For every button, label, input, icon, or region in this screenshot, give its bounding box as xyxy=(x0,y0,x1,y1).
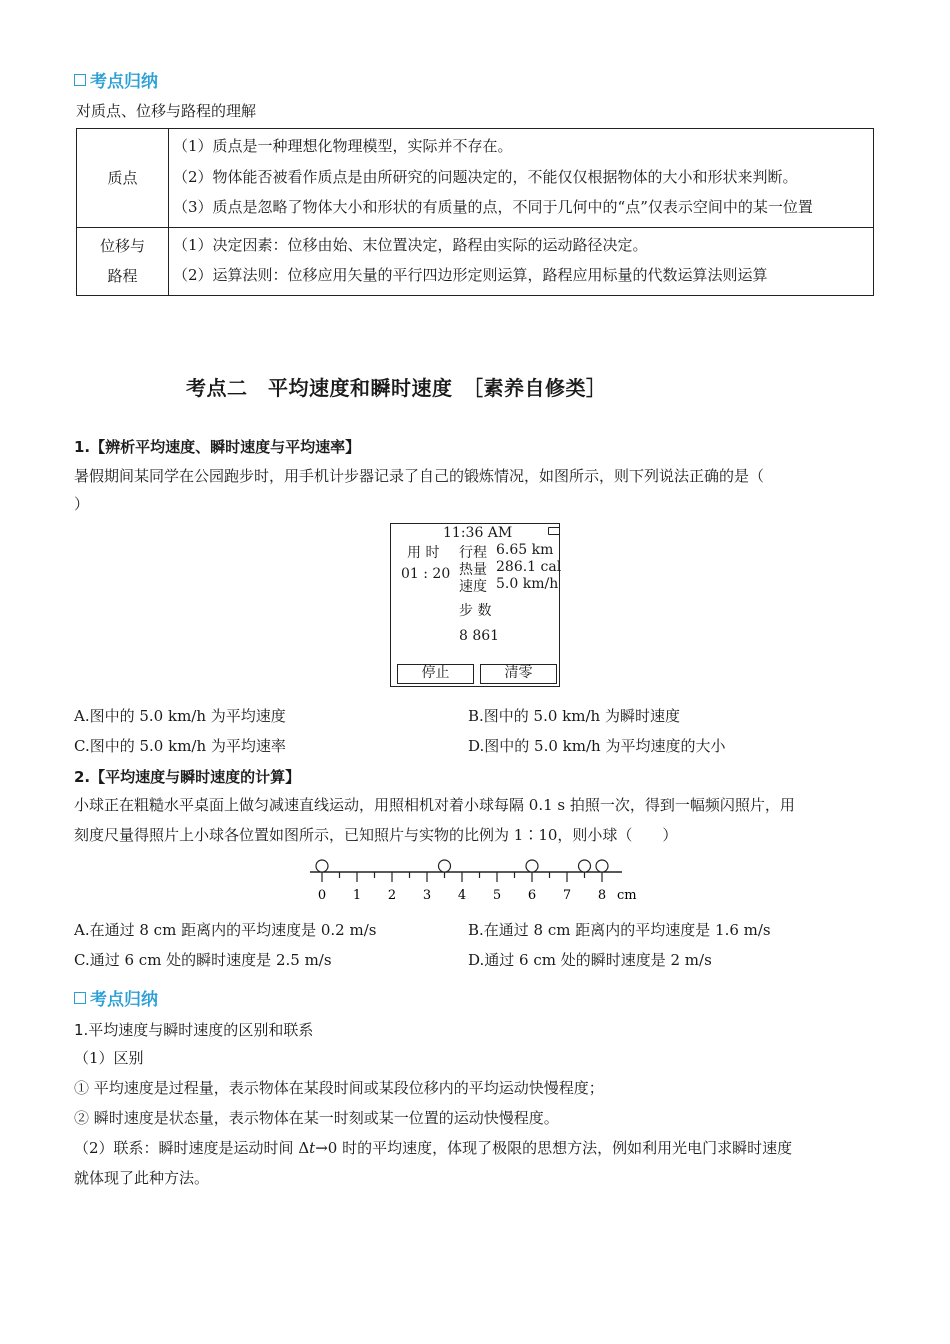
section-heading-1 xyxy=(74,67,158,92)
q2-stem-line1: 小球正在粗糙水平桌面上做匀减速直线运动，用照相机对着小球每隔 0.1 s 拍照一次，得到一幅频闪照片，用 xyxy=(74,796,795,814)
ruler-figure xyxy=(300,852,650,908)
row-content-particle xyxy=(169,129,874,228)
steps-label: 步 数 xyxy=(459,603,492,619)
q2-option-c[interactable]: C.通过 6 cm 处的瞬时速度是 2.5 m/s xyxy=(74,951,332,969)
used-time-value: 01 : 20 xyxy=(401,566,451,582)
ruler-tick-label: 5 xyxy=(492,888,502,903)
checkbox-square-icon xyxy=(74,74,86,86)
ruler-tick-label: 1 xyxy=(352,888,362,903)
row-content-displacement xyxy=(169,227,874,295)
q1-heading: 1.【辨析平均速度、瞬时速度与平均速率】 xyxy=(74,438,361,456)
row-label-displacement xyxy=(77,227,169,295)
steps-value: 8 861 xyxy=(459,628,500,644)
ball-position xyxy=(579,860,591,872)
table-row xyxy=(77,227,874,295)
concept-table xyxy=(76,128,874,296)
heat-value: 286.1 cal xyxy=(496,559,562,575)
summary-title: 1.平均速度与瞬时速度的区别和联系 xyxy=(74,1021,314,1039)
ball-position xyxy=(596,860,608,872)
summary-line: ② 瞬时速度是状态量，表示物体在某一时刻或某一位置的运动快慢程度。 xyxy=(74,1109,559,1127)
ruler-tick-label: 6 xyxy=(527,888,537,903)
clear-button[interactable]: 清零 xyxy=(480,664,557,684)
phone-time: 11:36 AM xyxy=(443,525,513,541)
section-heading-2 xyxy=(74,985,158,1010)
heat-label: 热量 xyxy=(459,562,487,578)
q1-stem-line1: 暑假期间某同学在公园跑步时，用手机计步器记录了自己的锻炼情况，如图所示，则下列说法正确的是（ xyxy=(74,467,765,485)
table-row xyxy=(77,129,874,228)
ruler-tick-label: 7 xyxy=(562,888,572,903)
summary-line: ① 平均速度是过程量，表示物体在某段时间或某段位移内的平均运动快慢程度； xyxy=(74,1079,604,1097)
distance-label: 行程 xyxy=(459,545,487,561)
summary-line: 就体现了此种方法。 xyxy=(74,1169,210,1187)
q2-heading: 2.【平均速度与瞬时速度的计算】 xyxy=(74,768,301,786)
ruler-tick-label: 0 xyxy=(317,888,327,903)
ruler-tick-label: 8 xyxy=(597,888,607,903)
speed-label: 速度 xyxy=(459,579,487,595)
q2-option-a[interactable]: A.在通过 8 cm 距离内的平均速度是 0.2 m/s xyxy=(74,921,377,939)
speed-value: 5.0 km/h xyxy=(496,576,559,592)
table-line: （1）质点是一种理想化物理模型，实际并不存在。 xyxy=(173,137,513,155)
q2-option-b[interactable]: B.在通过 8 cm 距离内的平均速度是 1.6 m/s xyxy=(468,921,771,939)
q1-option-c[interactable]: C.图中的 5.0 km/h 为平均速率 xyxy=(74,737,286,755)
q1-option-d[interactable]: D.图中的 5.0 km/h 为平均速度的大小 xyxy=(468,737,726,755)
summary-line: （1）区别 xyxy=(74,1049,144,1067)
q1-stem-line2: ） xyxy=(74,495,90,513)
section-heading-text: 考点归纳 xyxy=(90,72,158,92)
used-time-label: 用 时 xyxy=(407,545,440,561)
ball-position xyxy=(316,860,328,872)
table-line: （3）质点是忽略了物体大小和形状的有质量的点，不同于几何中的“点”仅表示空间中的某一位置 xyxy=(173,198,813,216)
table-line: （1）决定因素：位移由始、末位置决定，路程由实际的运动路径决定。 xyxy=(173,235,648,254)
ball-position xyxy=(439,860,451,872)
ruler-tick-label: 4 xyxy=(457,888,467,903)
q2-option-d[interactable]: D.通过 6 cm 处的瞬时速度是 2 m/s xyxy=(468,951,712,969)
summary-line xyxy=(74,1133,792,1163)
variable-t: t xyxy=(309,1139,316,1157)
checkbox-square-icon xyxy=(74,992,86,1004)
label-line: 路程 xyxy=(107,267,138,285)
stop-button[interactable]: 停止 xyxy=(397,664,474,684)
summary-text: （2）联系：瞬时速度是运动时间 Δ xyxy=(74,1139,310,1157)
ruler-tick-label: 3 xyxy=(422,888,432,903)
step-counter-figure xyxy=(390,523,560,687)
section-heading-text: 考点归纳 xyxy=(90,990,158,1010)
section-subtitle: 对质点、位移与路程的理解 xyxy=(76,102,257,120)
topic-title: 考点二 平均速度和瞬时速度 ［素养自修类］ xyxy=(186,376,607,400)
q1-option-b[interactable]: B.图中的 5.0 km/h 为瞬时速度 xyxy=(468,707,680,725)
summary-text: →0 时的平均速度，体现了极限的思想方法，例如利用光电门求瞬时速度 xyxy=(315,1139,793,1157)
distance-value: 6.65 km xyxy=(496,542,554,558)
label-line: 位移与 xyxy=(99,237,145,255)
q2-stem-line2: 刻度尺量得照片上小球各位置如图所示，已知照片与实物的比例为 1∶10，则小球（ ） xyxy=(74,826,678,844)
table-line: （2）运算法则：位移应用矢量的平行四边形定则运算，路程应用标量的代数运算法则运算 xyxy=(173,266,768,284)
ruler-unit: cm xyxy=(617,888,637,903)
table-line: （2）物体能否被看作质点是由所研究的问题决定的，不能仅仅根据物体的大小和形状来判断。 xyxy=(173,167,798,186)
ruler-tick-label: 2 xyxy=(387,888,397,903)
row-label-particle: 质点 xyxy=(77,129,169,228)
q1-option-a[interactable]: A.图中的 5.0 km/h 为平均速度 xyxy=(74,707,286,725)
ball-position xyxy=(526,860,538,872)
battery-icon xyxy=(548,527,560,535)
